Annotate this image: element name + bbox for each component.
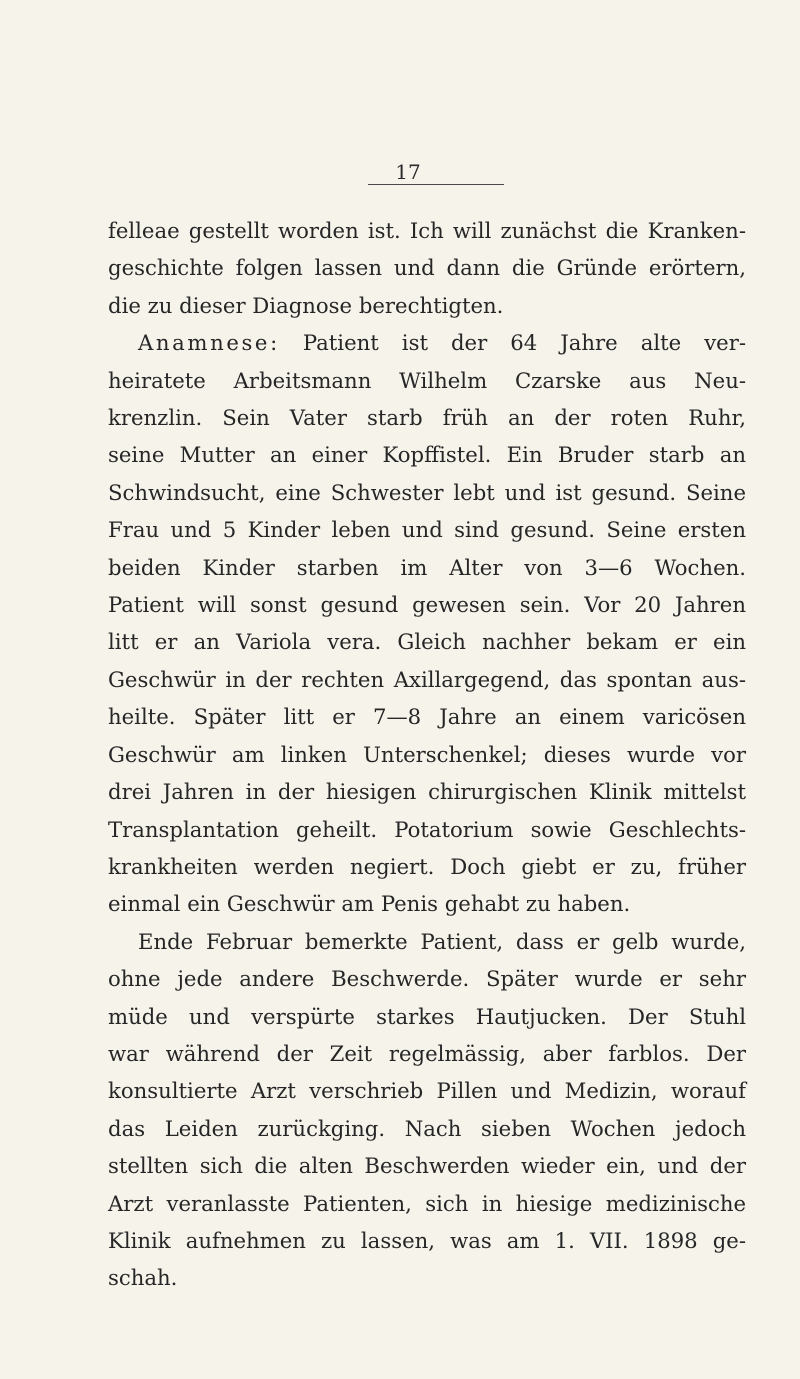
text-line: Frau und 5 Kinder leben und sind gesund. Seine ersten bbox=[108, 517, 746, 543]
text-line: stellten sich die alten Beschwerden wieder ein, und der bbox=[108, 1153, 746, 1179]
paragraph-3 bbox=[108, 923, 746, 1297]
text-line: Geschwür in der rechten Axillargegend, das spontan aus- bbox=[108, 666, 746, 692]
section-heading-anamnese: Anamnese: bbox=[138, 330, 280, 356]
text-line: Patient will sonst gesund gewesen sein. Vor 20 Jahren bbox=[108, 592, 746, 618]
text-line: ohne jede andere Beschwerde. Später wurde er sehr bbox=[108, 966, 746, 992]
text-line: Transplantation geheilt. Potatorium sowie Geschlechts- bbox=[108, 816, 746, 842]
text-line: konsultierte Arzt verschrieb Pillen und Medizin, worauf bbox=[108, 1078, 746, 1104]
text-line: heiratete Arbeitsmann Wilhelm Czarske aus Neu- bbox=[108, 367, 746, 393]
text-line: heilte. Später litt er 7—8 Jahre an einem varicösen bbox=[108, 704, 746, 730]
text-line: Klinik aufnehmen zu lassen, was am 1. VII. 1898 ge- bbox=[108, 1227, 746, 1253]
text-line: das Leiden zurückging. Nach sieben Wochen jedoch bbox=[108, 1115, 746, 1141]
text-line: die zu dieser Diagnose berechtigten. bbox=[108, 292, 504, 318]
paragraph-1 bbox=[108, 212, 746, 324]
text-line: krankheiten werden negiert. Doch giebt er zu, früher bbox=[108, 853, 746, 879]
body-text bbox=[108, 212, 746, 1297]
text-line: Schwindsucht, eine Schwester lebt und ist gesund. Seine bbox=[108, 479, 746, 505]
header-rule bbox=[368, 184, 504, 185]
page-number: 17 bbox=[395, 160, 421, 184]
text-line: geschichte folgen lassen und dann die Gründe erörtern, bbox=[108, 255, 746, 281]
paragraph-2 bbox=[108, 324, 746, 923]
text-line: krenzlin. Sein Vater starb früh an der roten Ruhr, bbox=[108, 405, 746, 431]
text-line: Ende Februar bemerkte Patient, dass er gelb wurde, bbox=[138, 928, 746, 954]
text-line: schah. bbox=[108, 1265, 178, 1291]
text-line: müde und verspürte starkes Hautjucken. Der Stuhl bbox=[108, 1003, 746, 1029]
text-line: seine Mutter an einer Kopffistel. Ein Bruder starb an bbox=[108, 442, 746, 468]
text-line: Arzt veranlasste Patienten, sich in hiesige medizinische bbox=[108, 1190, 746, 1216]
text-line: beiden Kinder starben im Alter von 3—6 Wochen. bbox=[108, 554, 746, 580]
text-line: Geschwür am linken Unterschenkel; dieses wurde vor bbox=[108, 741, 746, 767]
text-line bbox=[108, 324, 746, 361]
text-line: drei Jahren in der hiesigen chirurgischen Klinik mittelst bbox=[108, 779, 746, 805]
text-line: war während der Zeit regelmässig, aber farblos. Der bbox=[108, 1040, 746, 1066]
text-line-rest: Patient ist der 64 Jahre alte ver- bbox=[279, 330, 746, 356]
text-line: litt er an Variola vera. Gleich nachher bekam er ein bbox=[108, 629, 746, 655]
text-line: einmal ein Geschwür am Penis gehabt zu haben. bbox=[108, 891, 631, 917]
text-line: felleae gestellt worden ist. Ich will zunächst die Kranken- bbox=[108, 218, 746, 243]
